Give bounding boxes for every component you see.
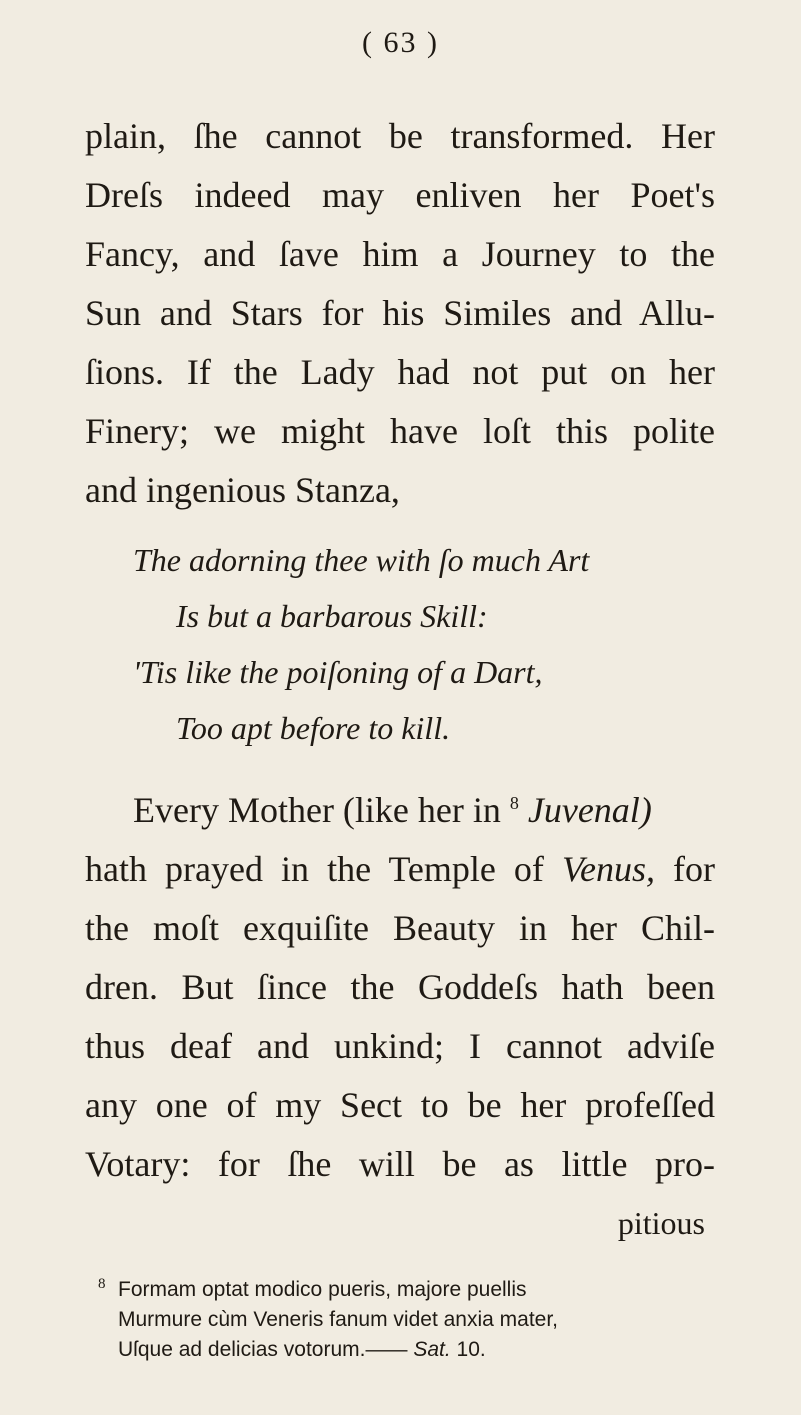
page-number: ( 63 ) — [362, 26, 439, 59]
text-segment: for — [673, 849, 715, 889]
text-segment: Every Mother (like her in — [133, 790, 501, 830]
text-line: Finery; we might have loſt this polite — [85, 411, 715, 451]
text-segment-italic: Venus, — [561, 849, 655, 889]
text-line: Votary: for ſhe will be as little pro- — [85, 1144, 715, 1184]
text-line: ſions. If the Lady had not put on her — [85, 352, 715, 392]
text-segment: hath prayed in the Temple of — [85, 849, 544, 889]
text-line: Dreſs indeed may enliven her Poet's — [85, 175, 715, 215]
verse-line: Is but a barbarous Skill: — [176, 598, 488, 634]
verse-line: Too apt before to kill. — [176, 710, 451, 746]
footnote-mark: 8 — [98, 1276, 106, 1292]
text-line — [133, 792, 715, 828]
text-line: any one of my Sect to be her profeſſed — [85, 1085, 715, 1125]
text-line — [85, 851, 715, 887]
reference-author: Juvenal) — [527, 790, 652, 830]
text-line: Sun and Stars for his Similes and Allu- — [85, 293, 715, 333]
text-line: thus deaf and unkind; I cannot adviſe — [85, 1026, 715, 1066]
text-line: the moſt exquiſite Beauty in her Chil- — [85, 908, 715, 948]
text-segment: 10. — [456, 1338, 486, 1361]
text-line: dren. But ſince the Goddeſs hath been — [85, 967, 715, 1007]
text-line: Fancy, and ſave him a Journey to the — [85, 234, 715, 274]
text-line: plain, ſhe cannot be transformed. Her — [85, 116, 715, 156]
footnote-reference: 8 — [509, 793, 519, 813]
verse-line: The adorning thee with ſo much Art — [133, 542, 590, 578]
reference-title: Sat. — [413, 1338, 451, 1361]
text-line: and ingenious Stanza, — [85, 470, 400, 510]
footnote-line: Formam optat modico pueris, majore puellis — [118, 1278, 527, 1301]
verse-line: 'Tis like the poiſoning of a Dart, — [133, 654, 543, 690]
text-segment: Uſque ad delicias votorum.—— — [118, 1338, 408, 1361]
footnote-line — [118, 1338, 486, 1362]
catchword: pitious — [617, 1205, 705, 1241]
footnote-line: Murmure cùm Veneris fanum videt anxia mater, — [118, 1308, 559, 1331]
